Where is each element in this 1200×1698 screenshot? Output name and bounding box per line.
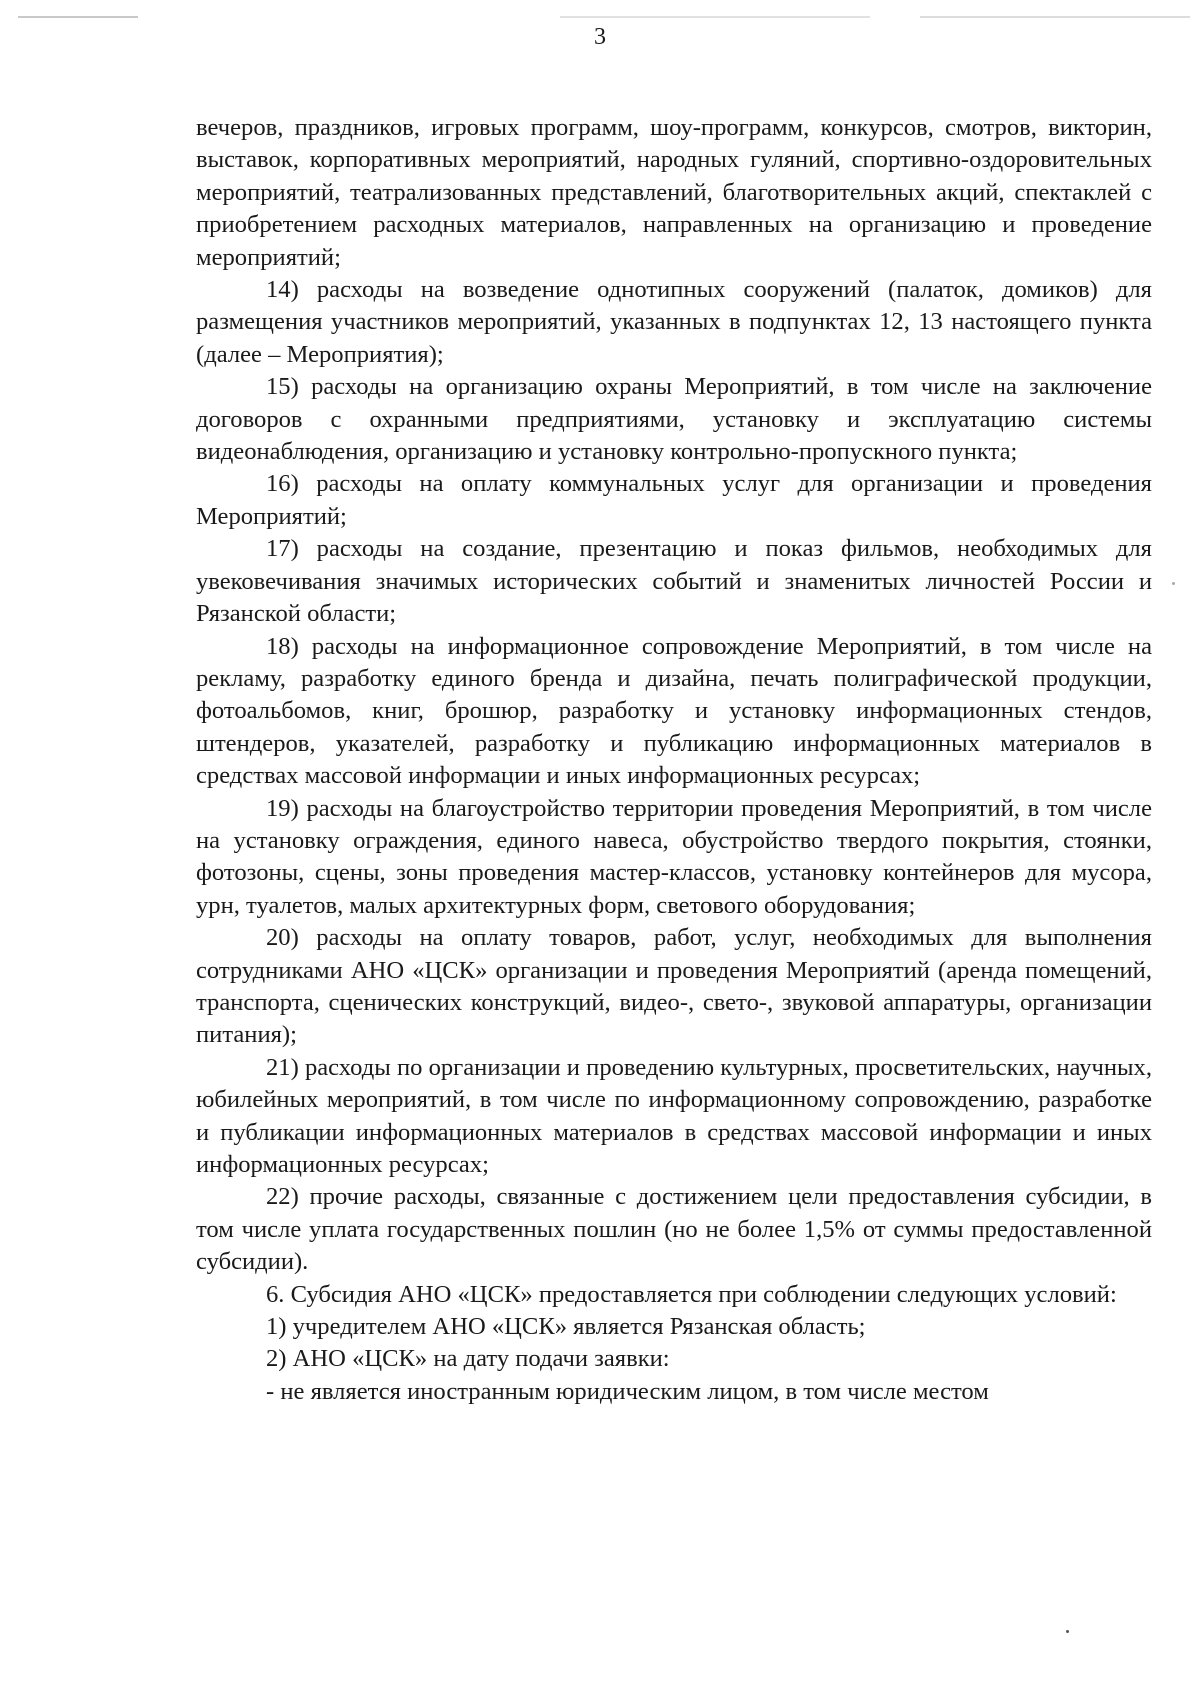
- scan-artifact-right: [920, 16, 1190, 18]
- paragraph-continuation: вечеров, праздников, игровых программ, шоу-программ, конкурсов, смотров, викторин, выставок, корпоративных мероприятий, народных гуляний, спортивно-оздоровительных мероприятий, театрализованных представлений, благотворительных акций, спектаклей с приобретением расходных материалов, направленных на организацию и проведение мероприятий;: [196, 114, 1152, 271]
- paragraph-condition-2-bullet: - не является иностранным юридическим лицом, в том числе местом: [266, 1377, 989, 1405]
- paragraph-item-21: 21) расходы по организации и проведению культурных, просветительских, научных, юбилейных мероприятий, в том числе по информационному сопровождению, разработке и публикации информационных материалов в средствах массовой информации и иных информационных ресурсах;: [196, 1053, 1152, 1178]
- paragraph-condition-1: 1) учредителем АНО «ЦСК» является Рязанская область;: [266, 1313, 866, 1341]
- paragraph-item-15: 15) расходы на организацию охраны Мероприятий, в том числе на заключение договоров с охранными предприятиями, установку и эксплуатацию системы видеонаблюдения, организацию и установку контрольно-пропускного пункта;: [196, 373, 1152, 466]
- scan-speck: [1172, 582, 1175, 585]
- paragraph-item-22: 22) прочие расходы, связанные с достижением цели предоставления субсидии, в том числе уплата государственных пошлин (но не более 1,5% от суммы предоставленной субсидии).: [196, 1183, 1152, 1276]
- scan-artifact-left: [18, 16, 138, 18]
- paragraph-item-17: 17) расходы на создание, презентацию и показ фильмов, необходимых для увековечивания значимых исторических событий и знаменитых личностей России и Рязанской области;: [196, 535, 1152, 628]
- scan-artifact-center: [560, 16, 870, 18]
- document-body: [196, 112, 1152, 1408]
- paragraph-item-19: 19) расходы на благоустройство территории проведения Мероприятий, в том числе на установку ограждения, единого навеса, обустройство твердого покрытия, стоянки, фотозоны, сцены, зоны проведения мастер-классов, установку контейнеров для мусора, урн, туалетов, малых архитектурных форм, светового оборудования;: [196, 794, 1152, 919]
- paragraph-item-14: 14) расходы на возведение однотипных сооружений (палаток, домиков) для размещения участников мероприятий, указанных в подпунктах 12, 13 настоящего пункта (далее – Мероприятия);: [196, 276, 1152, 368]
- paragraph-section-6: 6. Субсидия АНО «ЦСК» предоставляется при соблюдении следующих условий:: [266, 1280, 1117, 1308]
- paragraph-item-20: 20) расходы на оплату товаров, работ, услуг, необходимых для выполнения сотрудниками АНО «ЦСК» организации и проведения Мероприятий (аренда помещений, транспорта, сценических конструкций, видео-, свето-, звуковой аппаратуры, организации питания);: [196, 924, 1152, 1049]
- paragraph-item-18: 18) расходы на информационное сопровождение Мероприятий, в том числе на рекламу, разработку единого бренда и дизайна, печать полиграфической продукции, фотоальбомов, книг, брошюр, разработку и установку информационных стендов, штендеров, указателей, разработку и публикацию информационных материалов в средствах массовой информации и иных информационных ресурсах;: [196, 632, 1152, 790]
- page-number: 3: [594, 24, 606, 50]
- paragraph-condition-2: 2) АНО «ЦСК» на дату подачи заявки:: [266, 1345, 670, 1373]
- scan-speck: [1066, 1630, 1069, 1633]
- paragraph-item-16: 16) расходы на оплату коммунальных услуг для организации и проведения Мероприятий;: [196, 470, 1152, 530]
